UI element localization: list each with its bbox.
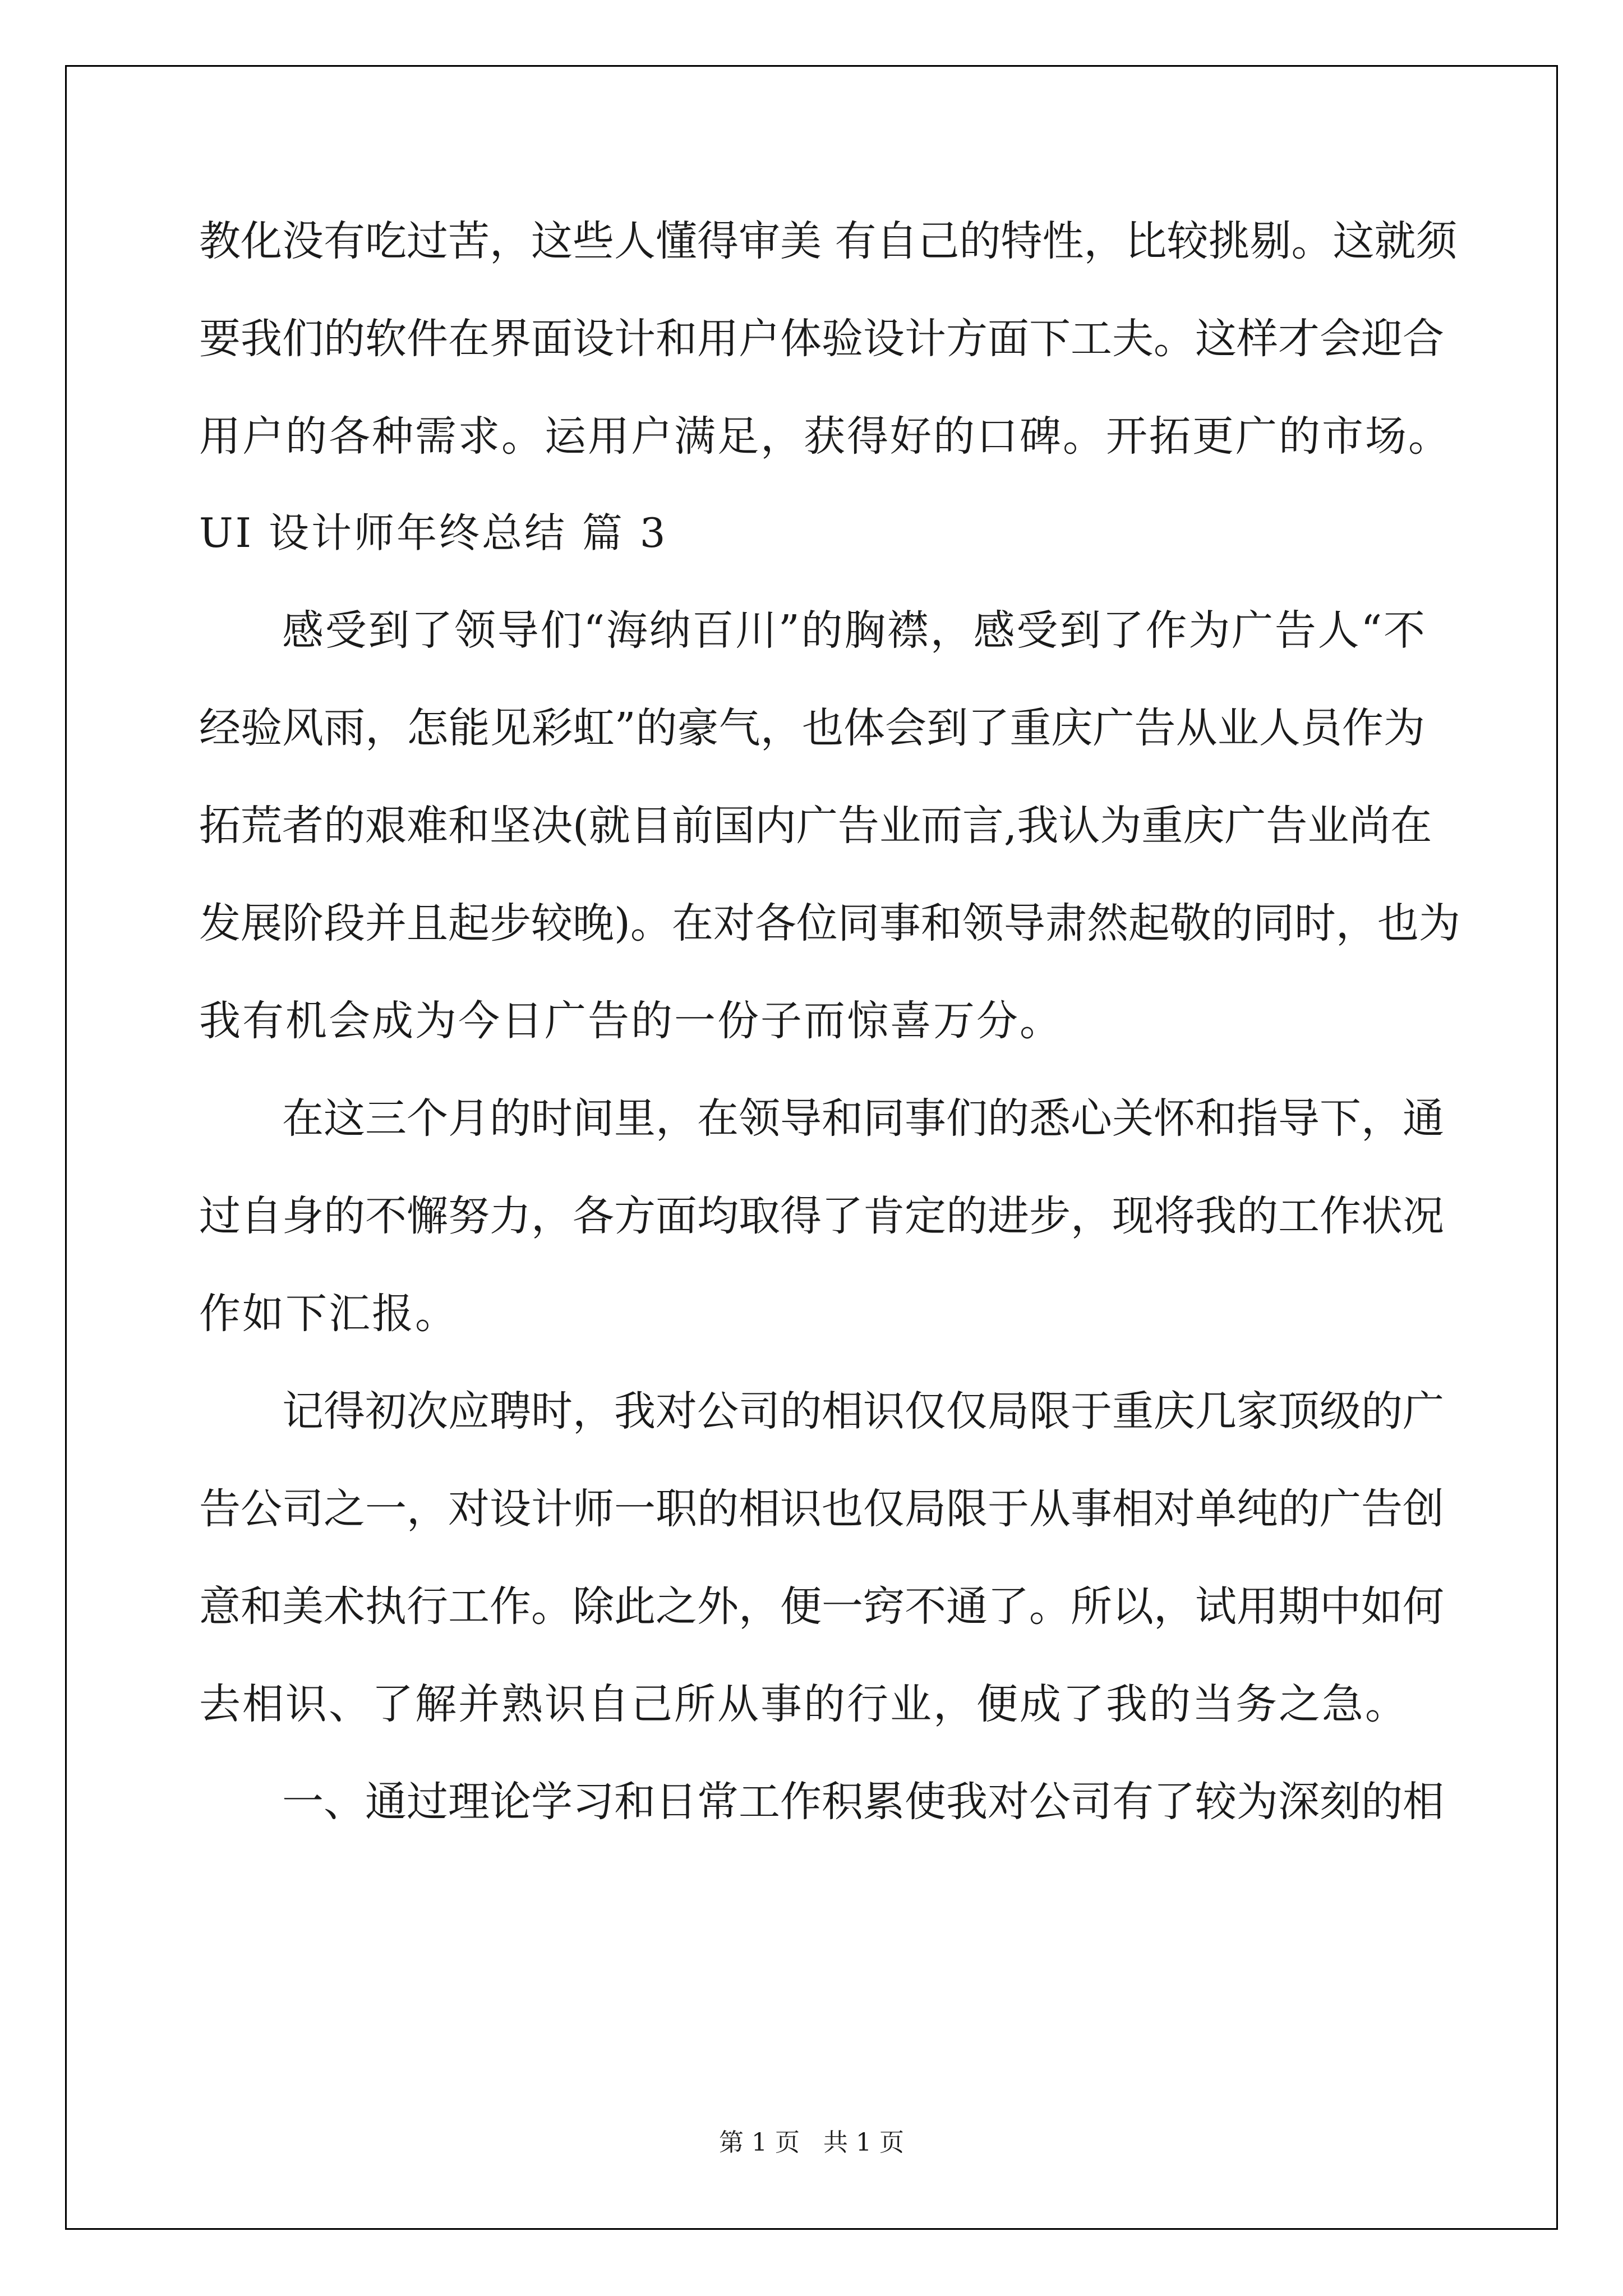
paragraph-line: 发展阶段并且起步较晚)。在对各位同事和领导肃然起敬的同时，也为: [199, 899, 1460, 947]
paragraph-line: 意和美术执行工作。除此之外，便一窍不通了。所以，试用期中如何: [199, 1582, 1444, 1631]
paragraph-line: 记得初次应聘时，我对公司的相识仅仅局限于重庆几家顶级的广: [282, 1387, 1444, 1435]
paragraph-line: 经验风雨，怎能见彩虹”的豪气，也体会到了重庆广告从业人员作为: [199, 704, 1425, 752]
section-heading: UI 设计师年终总结 篇 3: [199, 509, 668, 556]
paragraph-line: 作如下汇报。: [199, 1290, 458, 1338]
paragraph-line: 在这三个月的时间里，在领导和同事们的悉心关怀和指导下，通: [282, 1094, 1444, 1143]
page-footer: [0, 2126, 1623, 2160]
page-total: 共 1 页: [823, 2128, 904, 2157]
paragraph-line: 一、通过理论学习和日常工作积累使我对公司有了较为深刻的相: [282, 1778, 1444, 1826]
paragraph-line: 去相识、了解并熟识自己所从事的行业，便成了我的当务之急。: [199, 1680, 1408, 1728]
paragraph-line: 用户的各种需求。运用户满足，获得好的口碑。开拓更广的市场。: [199, 412, 1451, 461]
paragraph-line: 过自身的不懈努力，各方面均取得了肯定的进步，现将我的工作状况: [199, 1192, 1444, 1240]
paragraph-line: 感受到了领导们“海纳百川”的胸襟，感受到了作为广告人“不: [282, 606, 1425, 655]
paragraph-line: 教化没有吃过苦，这些人懂得审美 有自己的特性，比较挑剔。这就须: [199, 217, 1458, 265]
paragraph-line: 告公司之一，对设计师一职的相识也仅局限于从事相对单纯的广告创: [199, 1485, 1444, 1533]
paragraph-line: 我有机会成为今日广告的一份子而惊喜万分。: [199, 997, 1063, 1045]
paragraph-line: 拓荒者的艰难和坚决(就目前国内广告业而言,我认为重庆广告业尚在: [199, 802, 1432, 850]
page-number: 第 1 页: [719, 2128, 800, 2157]
paragraph-line: 要我们的软件在界面设计和用户体验设计方面下工夫。这样才会迎合: [199, 315, 1444, 363]
